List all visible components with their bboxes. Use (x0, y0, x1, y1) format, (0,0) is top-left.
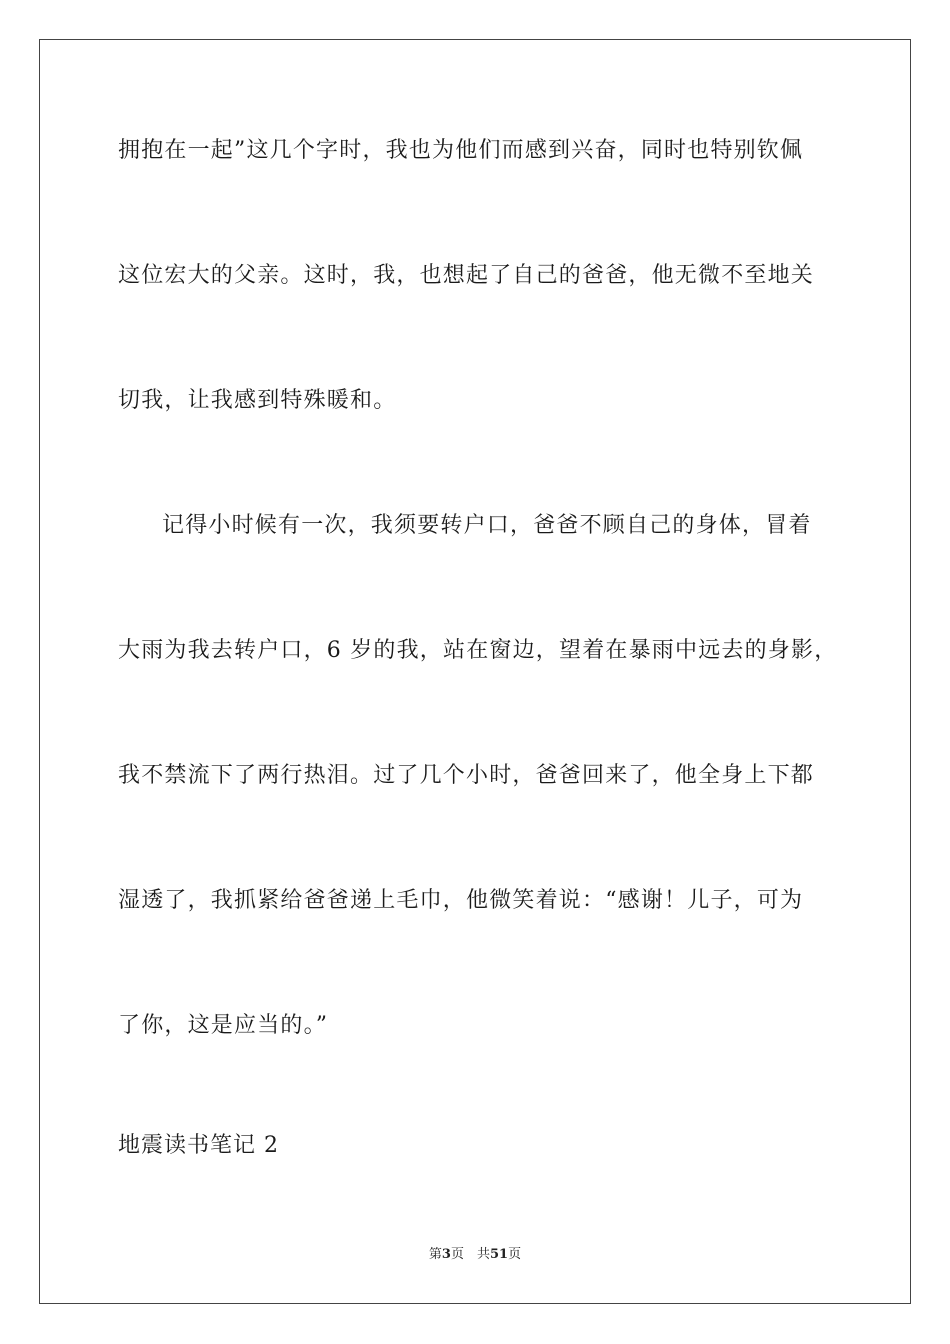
body-line-4: 记得小时候有一次，我须要转户口，爸爸不顾自己的身体，冒着 (162, 513, 812, 538)
page-border (39, 39, 911, 1304)
body-line-2: 这位宏大的父亲。这时，我，也想起了自己的爸爸，他无微不至地关 (118, 263, 815, 288)
footer-page-prefix: 第 (428, 1247, 442, 1262)
body-line-6: 我不禁流下了两行热泪。过了几个小时，爸爸回来了，他全身上下都 (118, 763, 815, 788)
footer-page-mid: 页 共 (450, 1247, 490, 1262)
section-heading: 地震读书笔记 2 (118, 1133, 279, 1158)
body-line-3: 切我，让我感到特殊暖和。 (118, 388, 397, 413)
footer-page-suffix: 页 (508, 1247, 522, 1262)
body-line-1: 拥抱在一起”这几个字时，我也为他们而感到兴奋，同时也特别钦佩 (118, 138, 804, 163)
footer-page-total: 51 (489, 1247, 509, 1262)
body-line-7: 湿透了，我抓紧给爸爸递上毛巾，他微笑着说：“感谢！儿子，可为 (118, 888, 804, 913)
body-line-5: 大雨为我去转户口，6 岁的我，站在窗边，望着在暴雨中远去的身影， (118, 638, 838, 663)
page-footer (0, 1246, 950, 1264)
body-line-8: 了你，这是应当的。” (118, 1013, 329, 1038)
footer-page-current: 3 (441, 1247, 451, 1262)
